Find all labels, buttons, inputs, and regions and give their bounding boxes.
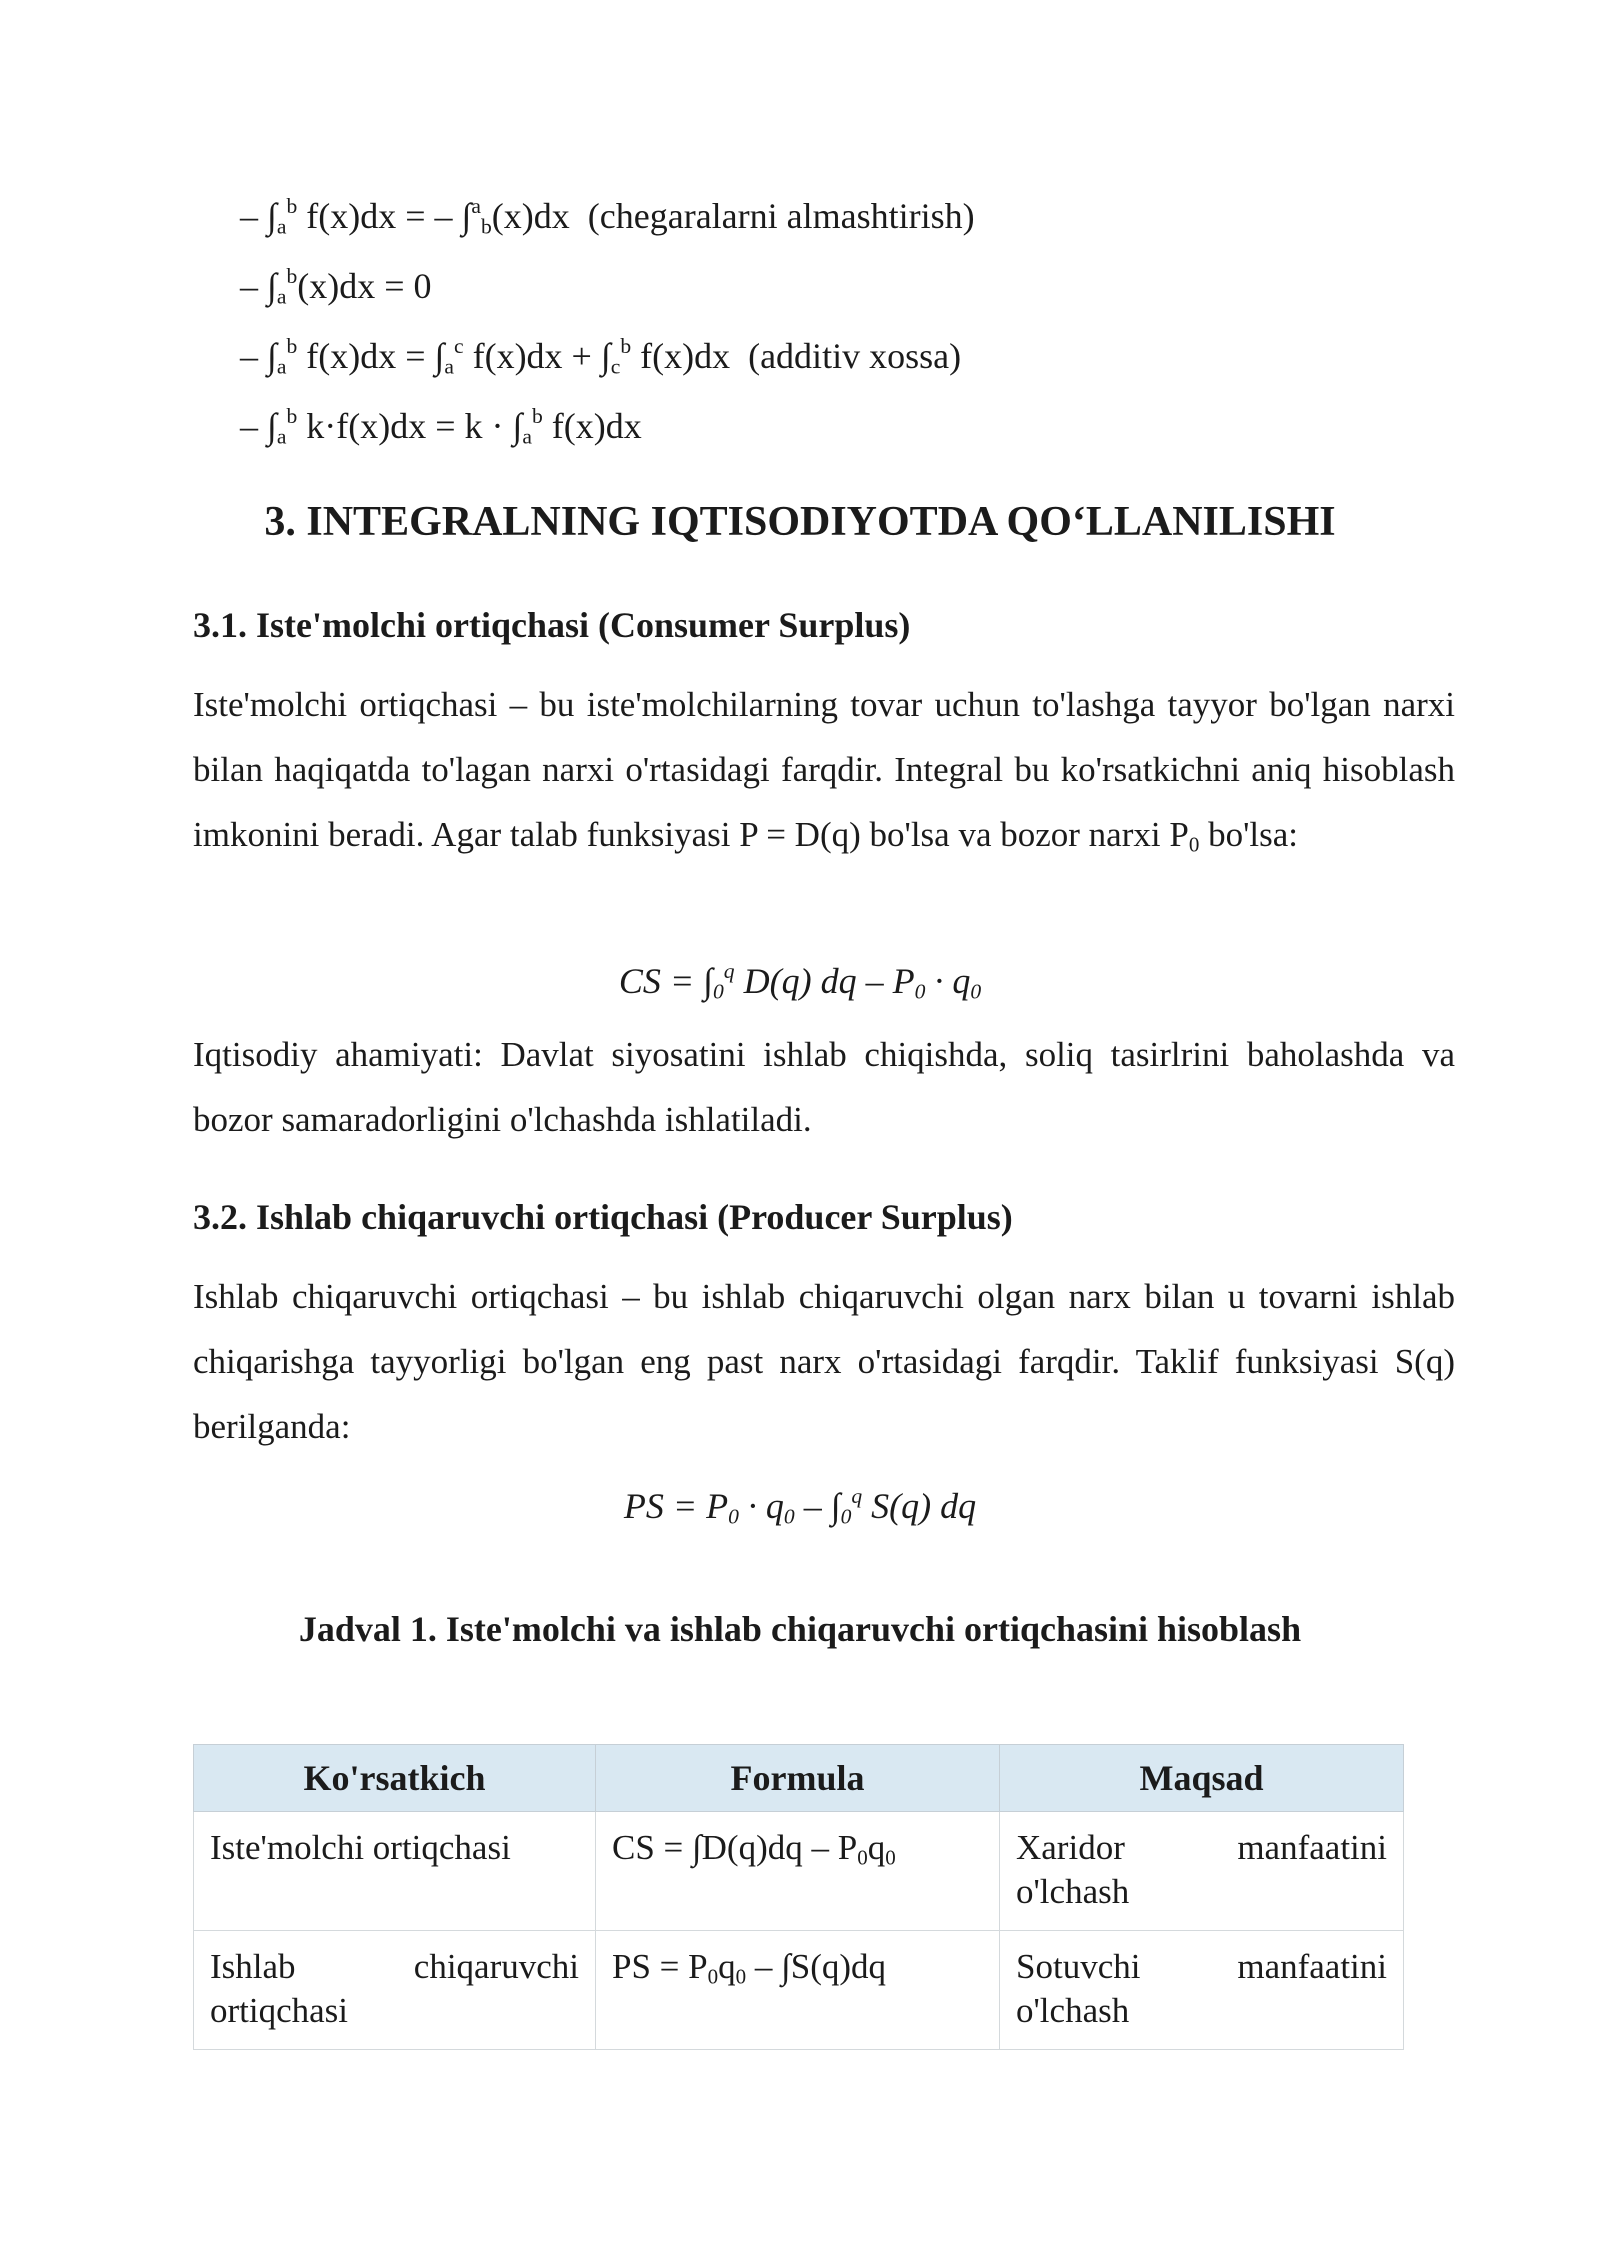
cell-line: ortiqchasi [210,1991,349,2030]
section-heading: 3. INTEGRALNING IQTISODIYOTDA QO‘LLANILISHI [264,499,1336,545]
cell-line: Ishlab chiqaruvchi [210,1947,579,1986]
table-header-row [194,1745,1404,1812]
formula-producer-surplus: PS = $P_0 \cdot q_0 - \int_0^q$ S(q) dq [623,1483,977,1529]
paragraph-text-end: bo'lsa: [1199,815,1298,854]
property-additive: – $\int_a^b$ $f(x)dx = \int_a^c$ $f(x)dx + \int_c^b$ f(x)dx (additiv xossa) [240,333,962,379]
cell-line: Sotuvchi manfaatini [1016,1947,1387,1986]
table-row [194,1931,1404,2050]
property-note: (additiv xossa) [748,336,962,376]
subscript: 0 [1188,832,1200,857]
cell-formula: CS = $\int D(q)dq - P_0q_0$ [596,1812,1000,1931]
header-indicator: Ko'rsatkich [194,1745,596,1812]
property-reverse-limits: – $\int_a^b$ f(x)dx = – ∫$^a_b$(x)dx (chegaralarni almashtirish) [240,193,975,239]
formula-consumer-surplus: CS = $\int_0^q$ D(q) dq – $P_0 \cdot q_0$ [618,958,982,1004]
cell-purpose [1000,1931,1404,2050]
header-purpose: Maqsad [1000,1745,1404,1812]
table-caption: Jadval 1. Iste'molchi va ishlab chiqaruvchi ortiqchasini hisoblash [298,1609,1302,1649]
paragraph-consumer-surplus [193,672,1455,867]
cell-indicator [194,1931,596,2050]
subsection-heading-producer-surplus: 3.2. Ishlab chiqaruvchi ortiqchasi (Producer Surplus) [193,1197,1013,1237]
surplus-table [193,1744,1404,2050]
paragraph-economic-significance: Iqtisodiy ahamiyati: Davlat siyosatini ishlab chiqishda, soliq tasirlrini baholashda va bozor samaradorligini o'lchashda ishlatiladi. [193,1035,1455,1139]
cell-indicator: Iste'molchi ortiqchasi [194,1812,596,1931]
property-note: (chegaralarni almashtirish) [587,196,975,236]
paragraph-producer-surplus: Ishlab chiqaruvchi ortiqchasi – bu ishlab chiqaruvchi olgan narx bilan u tovarni ishlab chiqarishga tayyorligi bo'lgan eng past narx o'rtasidagi farqdir. Taklif funksiyasi S(q) berilganda: [193,1277,1455,1446]
cell-purpose [1000,1812,1404,1931]
paragraph-text: Iste'molchi ortiqchasi – bu iste'molchilarning tovar uchun to'lashga tayyor bo'lgan narxi bilan haqiqatda to'lagan narxi o'rtasidagi farqdir. Integral bu ko'rsatkichni aniq hisoblash imkonini beradi. Agar talab funksiyasi P = D(q) bo'lsa va bozor narxi P [193,685,1455,854]
cell-line: o'lchash [1016,1872,1130,1911]
table-row [194,1812,1404,1931]
cell-line: Xaridor manfaatini [1016,1828,1387,1867]
header-formula: Formula [596,1745,1000,1812]
cell-formula: PS = $P_0q_0 - \int S(q)dq$ [596,1931,1000,2050]
cell-line: o'lchash [1016,1991,1130,2030]
subsection-heading-consumer-surplus: 3.1. Iste'molchi ortiqchasi (Consumer Surplus) [193,605,911,645]
property-constant-factor: – $\int_a^b$ $k\cdot f(x)dx = k \cdot \int_a^b$ f(x)dx [240,403,642,449]
property-equal-limits: – $\int_a^b(x)dx = 0$ [240,263,432,309]
